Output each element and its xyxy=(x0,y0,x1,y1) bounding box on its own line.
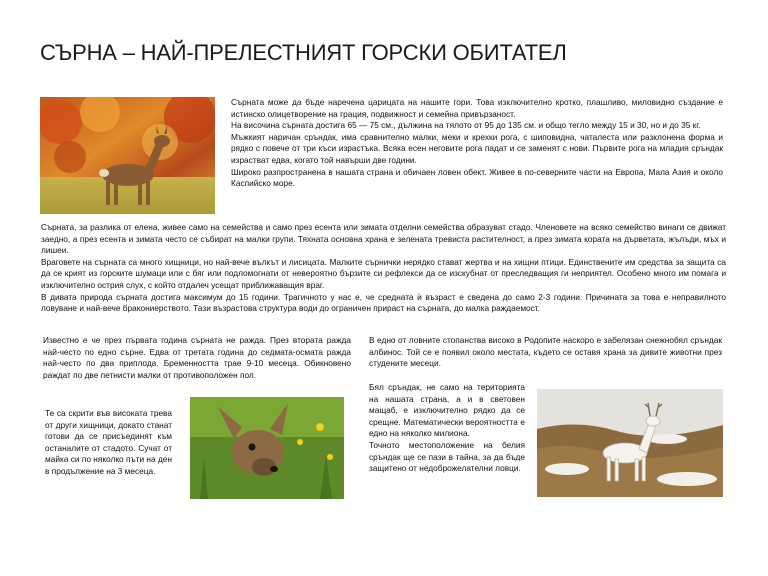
intro-section xyxy=(231,97,723,190)
main-paragraph: Враговете на сърната са много хищници, но най-вече вълкът и лисицата. Малките сърнички нерядко стават жертва и на хищни птици. Единствените им средства за защита са да се крият из горските шумаци или с бяг или подломогнати от невероятно бързите си рефлекси да се изскубнат от преследващия ги неприятел. Особено много им помага и изключително острия слух, с който отдалеч усещат приближаващия враг. xyxy=(41,256,726,290)
intro-paragraph: Широко разпространена в нашата страна и обичаен ловен обект. Живее в по-северните части на Европа, Мала Азия и около Каспийско море. xyxy=(231,166,723,189)
fawn-photo xyxy=(190,397,344,499)
albino-sighting-section xyxy=(369,335,722,370)
albino-paragraph: Точното местоположение на белия сръндак ще се пази в тайна, за да бъде защитено от недоброжелателни ловци. xyxy=(369,439,525,474)
fawns-hidden-section xyxy=(45,408,172,478)
intro-paragraph: На височина сърната достига 65 — 75 см., дължина на тялото от 95 до 135 см. и общо тегло между 15 и 30, но и до 35 кг. xyxy=(231,120,701,131)
albino-paragraph: Бял сръндак, не само на територията на нашата страна, а и в световен мащаб, е изключително рядко да се срещне. Математически вероятността е едно на няколко милиона. xyxy=(369,382,525,439)
intro-paragraph: Мъжкият наричан сръндак, има сравнително малки, меки и крехки рога, с шиповидна, чаталеста или разклонена форма и рядко с повече от три къси израстъка. Всяка есен неговите рога падат и се заменят с нови. Първите рога на младия сръндак израстват едва, когато той навърши две години. xyxy=(231,131,723,165)
page-title: СЪРНА – НАЙ-ПРЕЛЕСТНИЯТ ГОРСКИ ОБИТАТЕЛ xyxy=(40,40,567,65)
albino-roe-buck-photo xyxy=(537,389,723,497)
roe-deer-photo xyxy=(40,97,215,214)
main-paragraph: В дивата природа сърната достига максимум до 15 години. Трагичното у нас е, че средната ѝ възраст е сведена до само 2-3 години. Причината за това е неправилното ловуване и най-вече бракониерството. Тази възрастова структура води до ограничен прираст на сърната, до малка раждаемост. xyxy=(41,291,726,314)
main-paragraph: Сърната, за разлика от елена, живее само на семейства и само през есента или зимата отделни семейства образуват стадо. Членовете на всяко семейство винаги се движат заедно, а през есента и зимата често се събират на малки групи. Тяхната основна храна е зелената тревиста растителност, а през зимата кората на дърветата, жълъди, мъх и лишеи. xyxy=(41,222,726,256)
births-paragraph: Известно е че през първата година сърната не ражда. През втората ражда най-често по едно сърне. Едва от третата година до седмата-осмата ражда най-често по два приплода. Бременността трае 9-10 месеца. Обикновено раждат по две петнисти малки от противоположен пол. xyxy=(43,335,351,380)
albino-rarity-section xyxy=(369,382,525,475)
albino-sighting-paragraph: В едно от ловните стопанства високо в Родопите наскоро е забелязан снежнобял сръндак албинос. Той се е появил около местата, където се оставя храна за дивите животни през студените месеци. xyxy=(369,335,722,369)
intro-paragraph: Сърната може да бъде наречена царицата на нашите гори. Това изключително кротко, плашливо, миловидно създание е истинско олицетворение на грация, подвижност и семейна привързаност. xyxy=(231,97,723,119)
fawns-hidden-paragraph: Те са скрити във високата трева от други хищници, докато станат готови да се присъединят към останалите от стадото. Сучат от майка си по няколко пъти на ден в продължение на 3 месеца. xyxy=(45,408,172,476)
births-section xyxy=(43,335,351,381)
main-section xyxy=(41,222,726,315)
